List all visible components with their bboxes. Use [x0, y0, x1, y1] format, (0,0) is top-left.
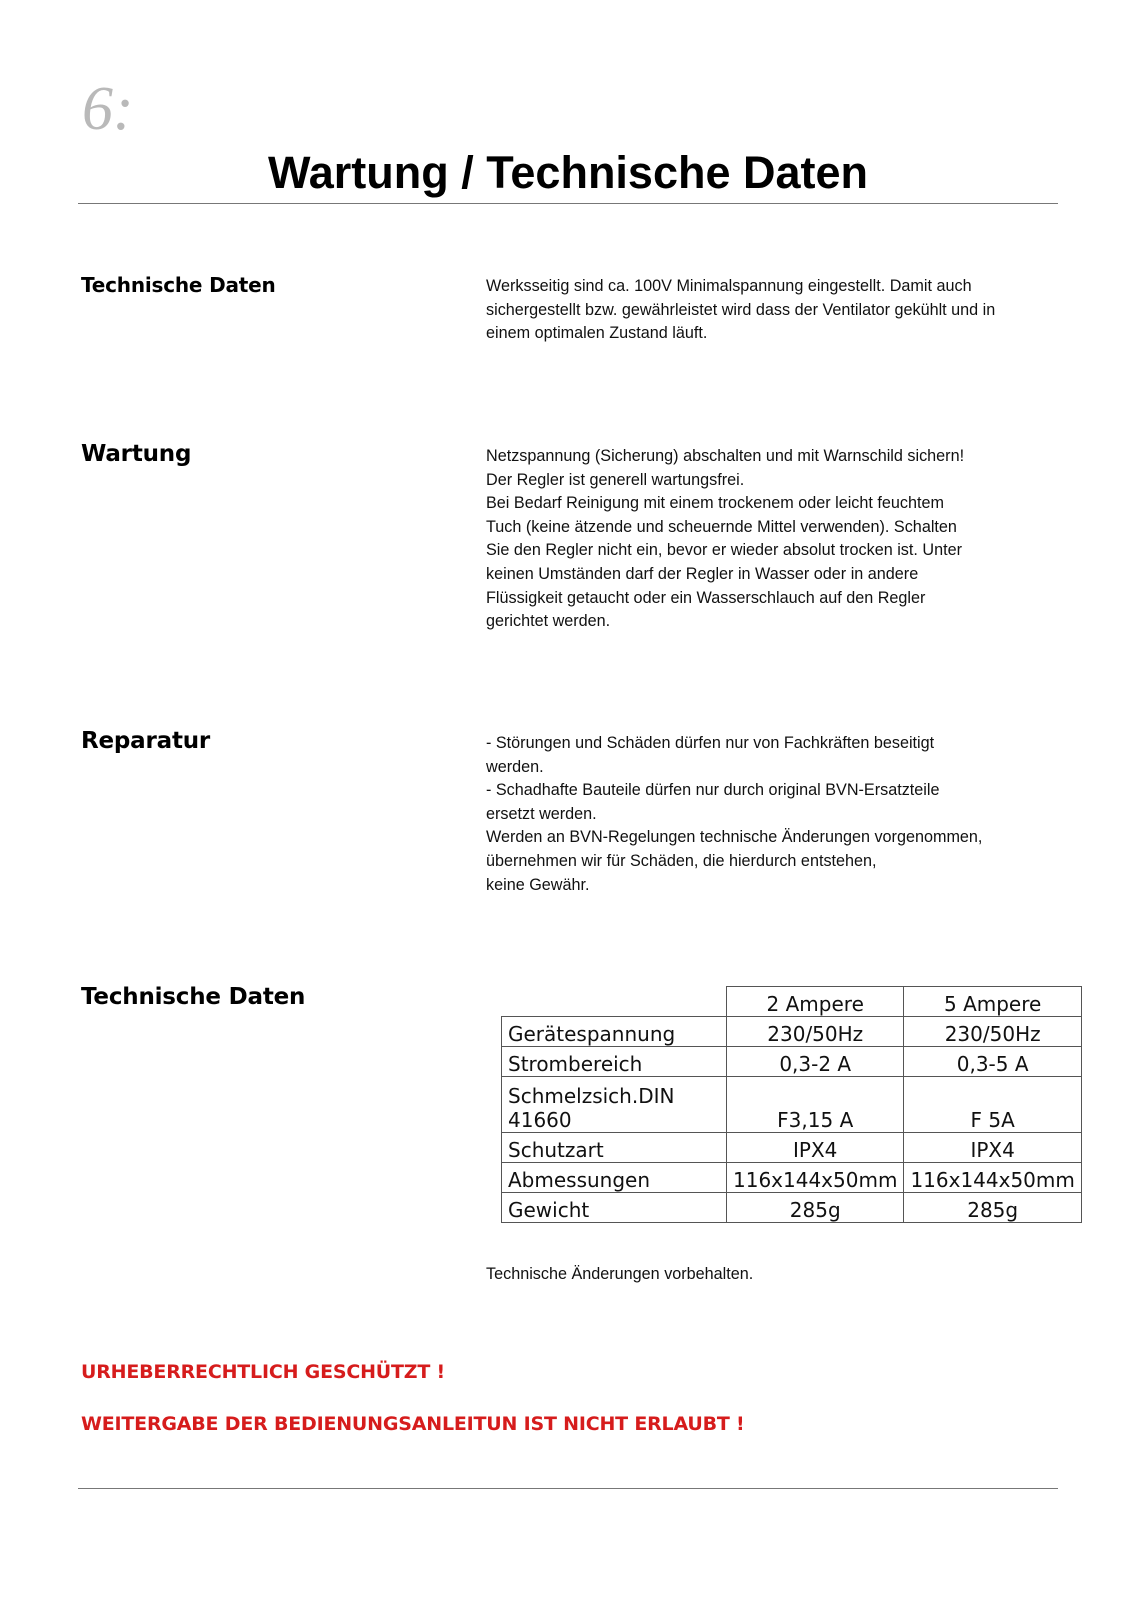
text-line: keine Gewähr. [486, 875, 590, 894]
row-label-line: Schmelzsich.DIN [508, 1084, 675, 1108]
row-label-line: 41660 [508, 1108, 572, 1132]
copyright-warning: URHEBERRECHTLICH GESCHÜTZT ! [81, 1361, 445, 1383]
reparatur-paragraph [486, 732, 1056, 897]
text-line: Tuch (keine ätzende und scheuernde Mittel verwenden). Schalten [486, 517, 957, 536]
text-line: keinen Umständen darf der Regler in Wasser oder in andere [486, 564, 919, 583]
table-row [502, 1017, 1082, 1047]
chapter-number: 6: [82, 75, 134, 143]
row-label: Gerätespannung [502, 1017, 727, 1047]
column-header-2-ampere: 2 Ampere [727, 987, 904, 1017]
cell-value: 0,3-5 A [904, 1047, 1081, 1077]
distribution-warning: WEITERGABE DER BEDIENUNGSANLEITUN IST NICHT ERLAUBT ! [81, 1413, 745, 1435]
cell-value: 285g [904, 1193, 1081, 1223]
cell-value: F 5A [904, 1077, 1081, 1133]
text-line: Werden an BVN-Regelungen technische Änderungen vorgenommen, [486, 828, 983, 847]
cell-value: IPX4 [727, 1133, 904, 1163]
cell-value: 230/50Hz [727, 1017, 904, 1047]
row-label: Schutzart [502, 1133, 727, 1163]
cell-value: 116x144x50mm [904, 1163, 1081, 1193]
header-divider [78, 203, 1058, 204]
cell-value: 285g [727, 1193, 904, 1223]
text-line: sichergestellt bzw. gewährleistet wird dass der Ventilator gekühlt und in [486, 300, 996, 319]
technische-daten-paragraph [486, 275, 1056, 346]
text-line: Der Regler ist generell wartungsfrei. [486, 470, 745, 489]
text-line: - Schadhafte Bauteile dürfen nur durch original BVN-Ersatzteile [486, 781, 940, 800]
text-line: Flüssigkeit getaucht oder ein Wasserschlauch auf den Regler [486, 588, 926, 607]
text-line: Sie den Regler nicht ein, bevor er wieder absolut trocken ist. Unter [486, 541, 962, 560]
row-label: Abmessungen [502, 1163, 727, 1193]
text-line: ersetzt werden. [486, 804, 597, 823]
text-line: einem optimalen Zustand läuft. [486, 324, 708, 343]
text-line: übernehmen wir für Schäden, die hierdurch entstehen, [486, 851, 877, 870]
cell-value: 230/50Hz [904, 1017, 1081, 1047]
section-heading-technische-daten-table: Technische Daten [81, 984, 306, 1010]
text-line: - Störungen und Schäden dürfen nur von Fachkräften beseitigt [486, 734, 935, 752]
text-line: Netzspannung (Sicherung) abschalten und mit Warnschild sichern! [486, 447, 965, 465]
row-label [502, 1077, 727, 1133]
table-header-row [502, 987, 1082, 1017]
row-label: Strombereich [502, 1047, 727, 1077]
section-heading-wartung: Wartung [81, 441, 192, 467]
cell-value: 116x144x50mm [727, 1163, 904, 1193]
table-row [502, 1077, 1082, 1133]
table-corner-cell [502, 987, 727, 1017]
cell-value: F3,15 A [727, 1077, 904, 1133]
section-heading-reparatur: Reparatur [81, 728, 211, 754]
text-line: Werksseitig sind ca. 100V Minimalspannung eingestellt. Damit auch [486, 277, 972, 295]
wartung-paragraph [486, 445, 1056, 634]
table-row [502, 1133, 1082, 1163]
table-row [502, 1193, 1082, 1223]
text-line: werden. [486, 757, 544, 776]
text-line: Bei Bedarf Reinigung mit einem trockenem oder leicht feuchtem [486, 494, 944, 513]
footer-divider [78, 1488, 1058, 1489]
column-header-5-ampere: 5 Ampere [904, 987, 1081, 1017]
text-line: gerichtet werden. [486, 612, 611, 631]
table-row [502, 1163, 1082, 1193]
spec-table [501, 986, 1082, 1223]
section-heading-technische-daten: Technische Daten [81, 273, 276, 297]
cell-value: 0,3-2 A [727, 1047, 904, 1077]
row-label: Gewicht [502, 1193, 727, 1223]
table-row [502, 1047, 1082, 1077]
technical-changes-note: Technische Änderungen vorbehalten. [486, 1265, 754, 1283]
page-title: Wartung / Technische Daten [267, 147, 869, 198]
cell-value: IPX4 [904, 1133, 1081, 1163]
